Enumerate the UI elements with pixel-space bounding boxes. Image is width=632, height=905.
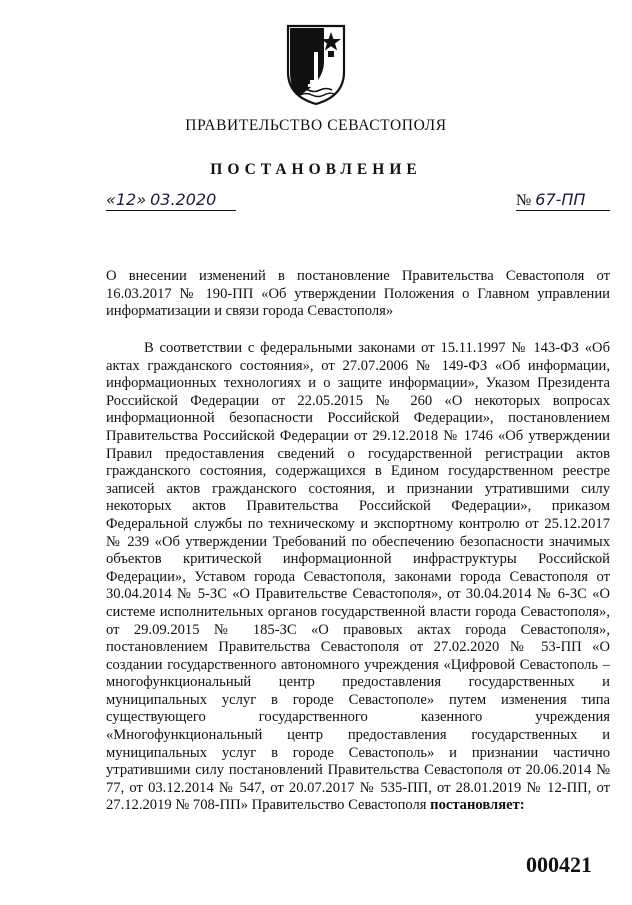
number-prefix: №: [516, 192, 532, 209]
body-text: В соответствии с федеральными законами от 15.11.1997 № 143-ФЗ «Об актах гражданского состояния», от 27.07.2006 № 149-ФЗ «Об информации, информационных технологиях и о защите информации», Указом Президента Российской Федерации от 22.05.2015 № 260 «О некоторых вопросах информационной безопасности Российской Федерации», постановлением Правительства Российской Федерации от 29.12.2018 № 1746 «Об утверждении Правил предоставления сведений о государственной регистрации актов гражданского состояния, содержащихся в Едином государственном реестре записей актов гражданского состояния, и признании утратившими силу некоторых актов Правительства Российской Федерации», приказом Федеральной службы по техническому и экспортному контролю от 25.12.2017 № 239 «Об утверждении Требований по обеспечению безопасности значимых объектов критической информационной инфраструктуры Российской Федерации», Уставом города Севастополя, законами города Севастополя от 30.04.2014 № 5-ЗС «О Правительстве Севастополя», от 30.04.2014 № 6-ЗС «О системе исполнительных органов государственной власти города Севастополя», от 29.09.2015 № 185-ЗС «О правовых актах города Севастополя», постановлением Правительства Севастополя от 27.02.2020 № 53-ПП «О создании государственного автономного учреждения «Цифровой Севастополь – многофункциональный центр предоставления государственных и муниципальных услуг в городе Севастополе» путем изменения типа существующего государственного казенного учреждения «Многофункциональный центр предоставления государственных и муниципальных услуг в городе Севастополь» и признании частично утратившими силу постановлений Правительства Севастополя от 20.06.2014 № 77, от 03.12.2014 № 547, от 20.07.2017 № 535-ПП, от 28.01.2019 № 12-ПП, от 27.12.2019 № 708-ПП» Правительство Севастополя: [106, 340, 610, 814]
document-date: [106, 190, 236, 211]
date-month-year: 03.2020: [150, 190, 217, 209]
decree-word: постановляет:: [430, 797, 525, 814]
document-subject: О внесении изменений в постановление Правительства Севастополя от 16.03.2017 № 190-ПП «Об утверждении Положения о Главном управлении информатизации и связи города Севастополя»: [106, 268, 610, 320]
stamp-number: 000421: [526, 852, 592, 877]
date-day: 12: [115, 190, 137, 209]
document-number: [516, 190, 610, 211]
date-open-quote: «: [106, 190, 116, 209]
date-close-quote: »: [136, 190, 147, 209]
sevastopol-coat-of-arms-icon: [284, 22, 348, 106]
document-type-title: ПОСТАНОВЛЕНИЕ: [210, 161, 422, 178]
number-value: 67-ПП: [535, 190, 586, 209]
document-body: [106, 340, 610, 815]
government-title: ПРАВИТЕЛЬСТВО СЕВАСТОПОЛЯ: [185, 117, 447, 134]
